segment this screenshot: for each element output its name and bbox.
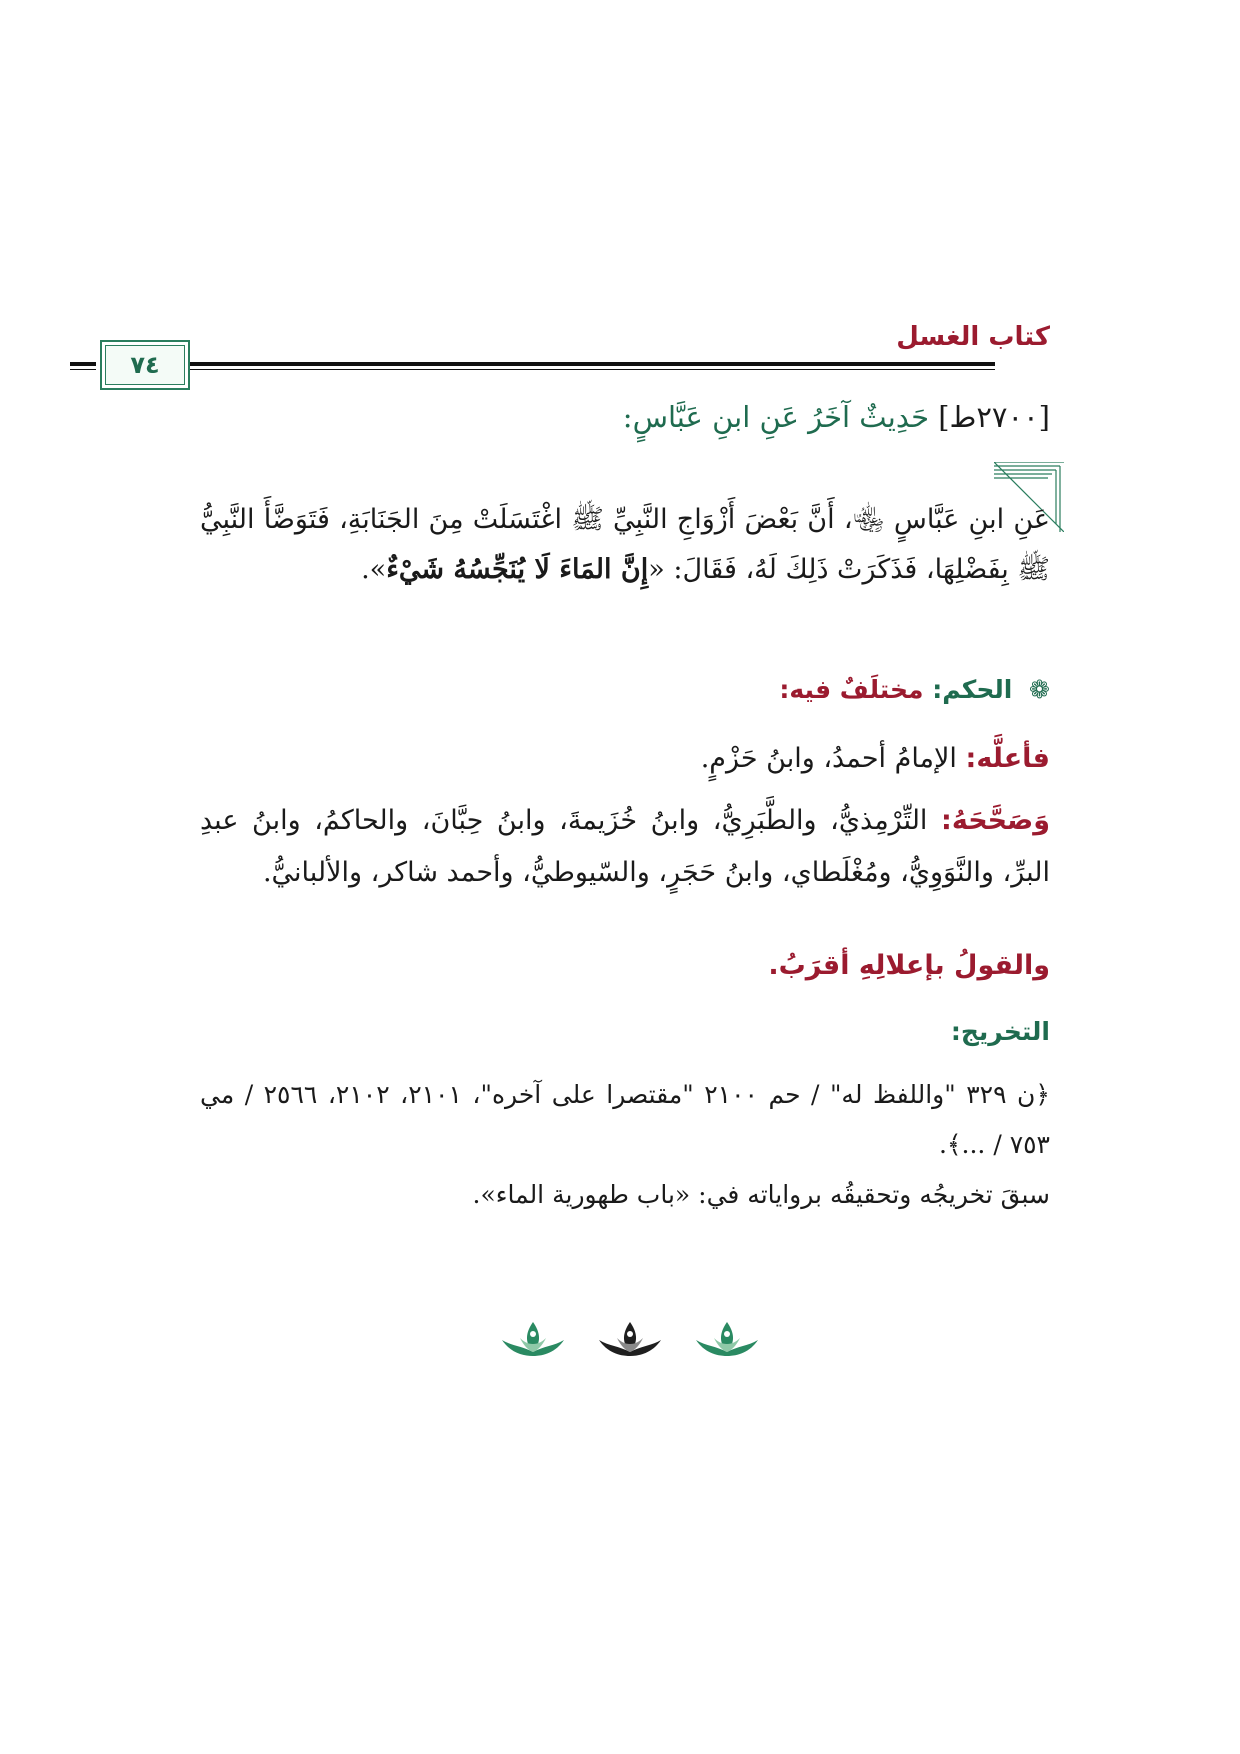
hadith-text-plain: عَنِ ابنِ عَبَّاسٍ ﵄، أَنَّ بَعْضَ أَزْوَاجِ النَّبِيِّ ﷺ اغْتَسَلَتْ مِنَ الجَنَابَةِ، فَتَوَضَّأَ النَّبِيُّ ﷺ بِفَضْلِهَا، فَذَكَرَتْ ذَلِكَ لَهُ، فَقَالَ: « bbox=[200, 504, 1050, 585]
ruling-label: الحكم: bbox=[932, 675, 1013, 704]
sahhaha-paragraph bbox=[200, 795, 1050, 899]
header-rule-segment-thin bbox=[188, 369, 202, 370]
page-number-badge: ٧٤ bbox=[100, 340, 190, 390]
header-rule bbox=[200, 362, 995, 366]
takhrij-text: ﴿ن ٣٢٩ "واللفظ له" / حم ٢١٠٠ "مقتصرا على آخره"، ٢١٠١، ٢١٠٢، ٢٥٦٦ / مي ٧٥٣ / ...﴾. bbox=[200, 1080, 1051, 1159]
hadith-text bbox=[200, 495, 1050, 595]
sahhaha-label: وَصَحَّحَهُ: bbox=[941, 805, 1050, 836]
header-rule-thin bbox=[200, 369, 995, 370]
flower-icon: ❁ bbox=[1029, 675, 1050, 704]
takhrij-label: التخريج: bbox=[950, 1017, 1050, 1046]
cross-reference-note: سبقَ تخريجُه وتحقيقُه برواياته في: «باب طهورية الماء». bbox=[472, 1180, 1050, 1209]
lotus-ornament-icon bbox=[500, 1318, 566, 1368]
ruling-line bbox=[779, 675, 1050, 704]
illal-text: الإمامُ أحمدُ، وابنُ حَزْمٍ. bbox=[700, 743, 957, 774]
final-verdict: والقولُ بإعلالِهِ أقرَبُ. bbox=[768, 950, 1050, 981]
header-rule-segment bbox=[70, 362, 96, 366]
hadith-text-bold: إِنَّ المَاءَ لَا يُنَجِّسُهُ شَيْءٌ bbox=[386, 554, 649, 585]
running-head: كتاب الغسل bbox=[896, 322, 1050, 352]
illal-label: فأعلَّه: bbox=[965, 743, 1050, 774]
section-end-ornaments bbox=[500, 1318, 760, 1368]
header-rule-segment-thin bbox=[70, 369, 96, 370]
hadith-title: حَدِيثٌ آخَرُ عَنِ ابنِ عَبَّاسٍ: bbox=[622, 400, 929, 434]
sahhaha-text: التِّرْمِذيُّ، والطَّبَرِيُّ، وابنُ خُزَيمةَ، وابنُ حِبَّانَ، والحاكمُ، وابنُ عبدِ البرِّ، والنَّوَوِيُّ، ومُغْلَطاي، وابنُ حَجَرٍ، والسّيوطيُّ، وأحمد شاكر، والألبانيُّ. bbox=[200, 805, 1050, 888]
book-page bbox=[130, 0, 1051, 1754]
hadith-heading bbox=[623, 400, 1050, 434]
illal-paragraph bbox=[200, 733, 1050, 785]
ruling-value: مختلَفٌ فيه: bbox=[779, 675, 924, 704]
header-rule-segment bbox=[188, 362, 202, 366]
lotus-ornament-icon bbox=[694, 1318, 760, 1368]
hadith-text-end: ». bbox=[361, 554, 387, 585]
hadith-number: [٢٧٠٠ط] bbox=[938, 400, 1050, 434]
lotus-ornament-icon bbox=[597, 1318, 663, 1368]
